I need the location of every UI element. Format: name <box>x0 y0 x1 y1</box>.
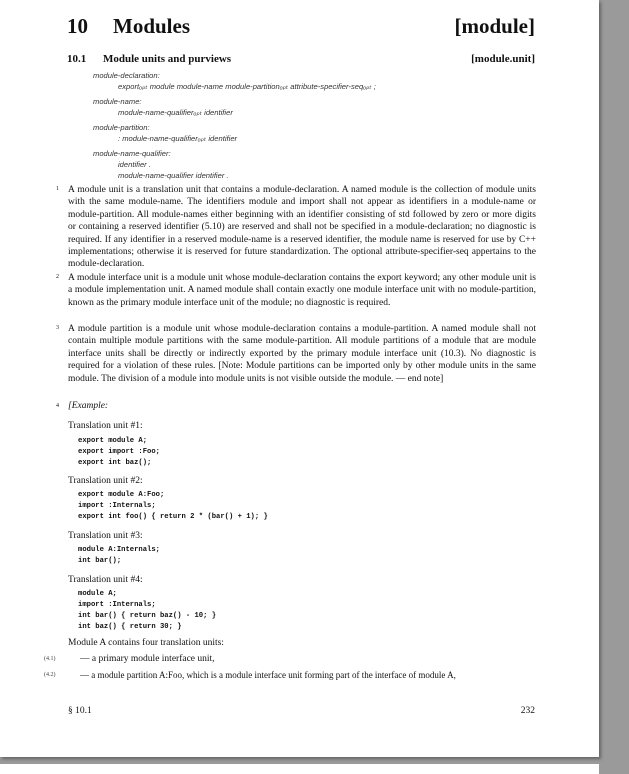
next-page <box>0 764 599 774</box>
chapter-number: 10 <box>67 14 88 38</box>
paragraph-number: 2 <box>56 274 59 280</box>
paragraph-number: 1 <box>56 186 59 192</box>
item-number: (4.1) <box>44 656 56 662</box>
unit-label: Translation unit #3: <box>68 531 143 541</box>
example-start: [Example: <box>68 401 109 411</box>
unit-label: Translation unit #1: <box>68 421 143 431</box>
footer-section: § 10.1 <box>68 706 92 716</box>
unit-label: Translation unit #4: <box>68 575 143 585</box>
item-number: (4.2) <box>44 672 56 678</box>
section-title: Module units and purviews <box>103 53 232 65</box>
code-block: module A:Internals; int bar(); <box>78 546 160 565</box>
code-block: export module A:Foo; import :Internals; export int foo() { return 2 * (bar() + 1); } <box>78 491 268 521</box>
code-block: module A; import :Internals; int bar() { return baz() - 10; } int baz() { return 30; } <box>78 590 217 631</box>
paragraph-number: 3 <box>56 325 59 331</box>
footer-page-number: 232 <box>520 706 535 716</box>
paragraph: A module interface unit is a module unit whose module-declaration contains the export keyword; any other module unit is a module implementation unit. A named module shall contain exactly one module interface unit with no module-partition, known as the primary module interface unit of the module; no diagnostic is required. <box>68 273 536 308</box>
list-item: — a module partition A:Foo, which is a module interface unit forming part of the interface of module A, <box>80 670 456 680</box>
grammar-rule: module-name-qualifier identifier . <box>118 171 229 180</box>
summary-text: Module A contains four translation units: <box>68 638 224 648</box>
grammar-nonterminal: module-declaration: <box>93 71 160 80</box>
section-number: 10.1 <box>67 53 87 65</box>
grammar-nonterminal: module-name-qualifier: <box>93 149 171 158</box>
section-tag: [module.unit] <box>471 53 535 65</box>
grammar-rule: module-name-qualifierₒₚₜ identifier <box>118 108 233 117</box>
list-item: — a primary module interface unit, <box>80 654 215 664</box>
grammar-rule: : module-name-qualifierₒₚₜ identifier <box>118 134 238 143</box>
unit-label: Translation unit #2: <box>68 476 143 486</box>
paragraph: A module partition is a module unit whose module-declaration contains a module-partition. A named module shall not contain multiple module partitions with the same module-partition. All module partitions of a module that are module interface units shall be directly or indirectly exported by the primary module interface unit (10.3). No diagnostic is required for a violation of these rules. [Note: Module partitions can be imported only by other module units in the same module. The division of a module into module units is not visible outside the module. — end note] <box>68 324 536 384</box>
code-block: export module A; export import :Foo; export int baz(); <box>78 437 160 467</box>
grammar-rule: identifier . <box>118 160 151 169</box>
paragraph: A module unit is a translation unit that contains a module-declaration. A named module is the collection of module units with the same module-name. The identifiers module and import shall not appear as identifiers in a module-name or module-partition. All module-names either beginning with an identifier consisting of std followed by zero or more digits or containing a reserved identifier (5.10) are reserved and shall not be specified in a module-declaration; no diagnostic is required. If any identifier in a reserved module-name is a reserved identifier, the module name is reserved for use by C++ implementations; otherwise it is reserved for future standardization. The optional attribute-specifier-seq appertains to the module-declaration. <box>68 185 536 270</box>
chapter-title: Modules <box>113 14 191 38</box>
grammar-rule: exportₒₚₜ module module-name module-partitionₒₚₜ attribute-specifier-seqₒₚₜ ; <box>118 82 376 91</box>
grammar-nonterminal: module-partition: <box>93 123 150 132</box>
chapter-tag: [module] <box>454 14 535 38</box>
paragraph-number: 4 <box>56 403 59 409</box>
grammar-nonterminal: module-name: <box>93 97 142 106</box>
